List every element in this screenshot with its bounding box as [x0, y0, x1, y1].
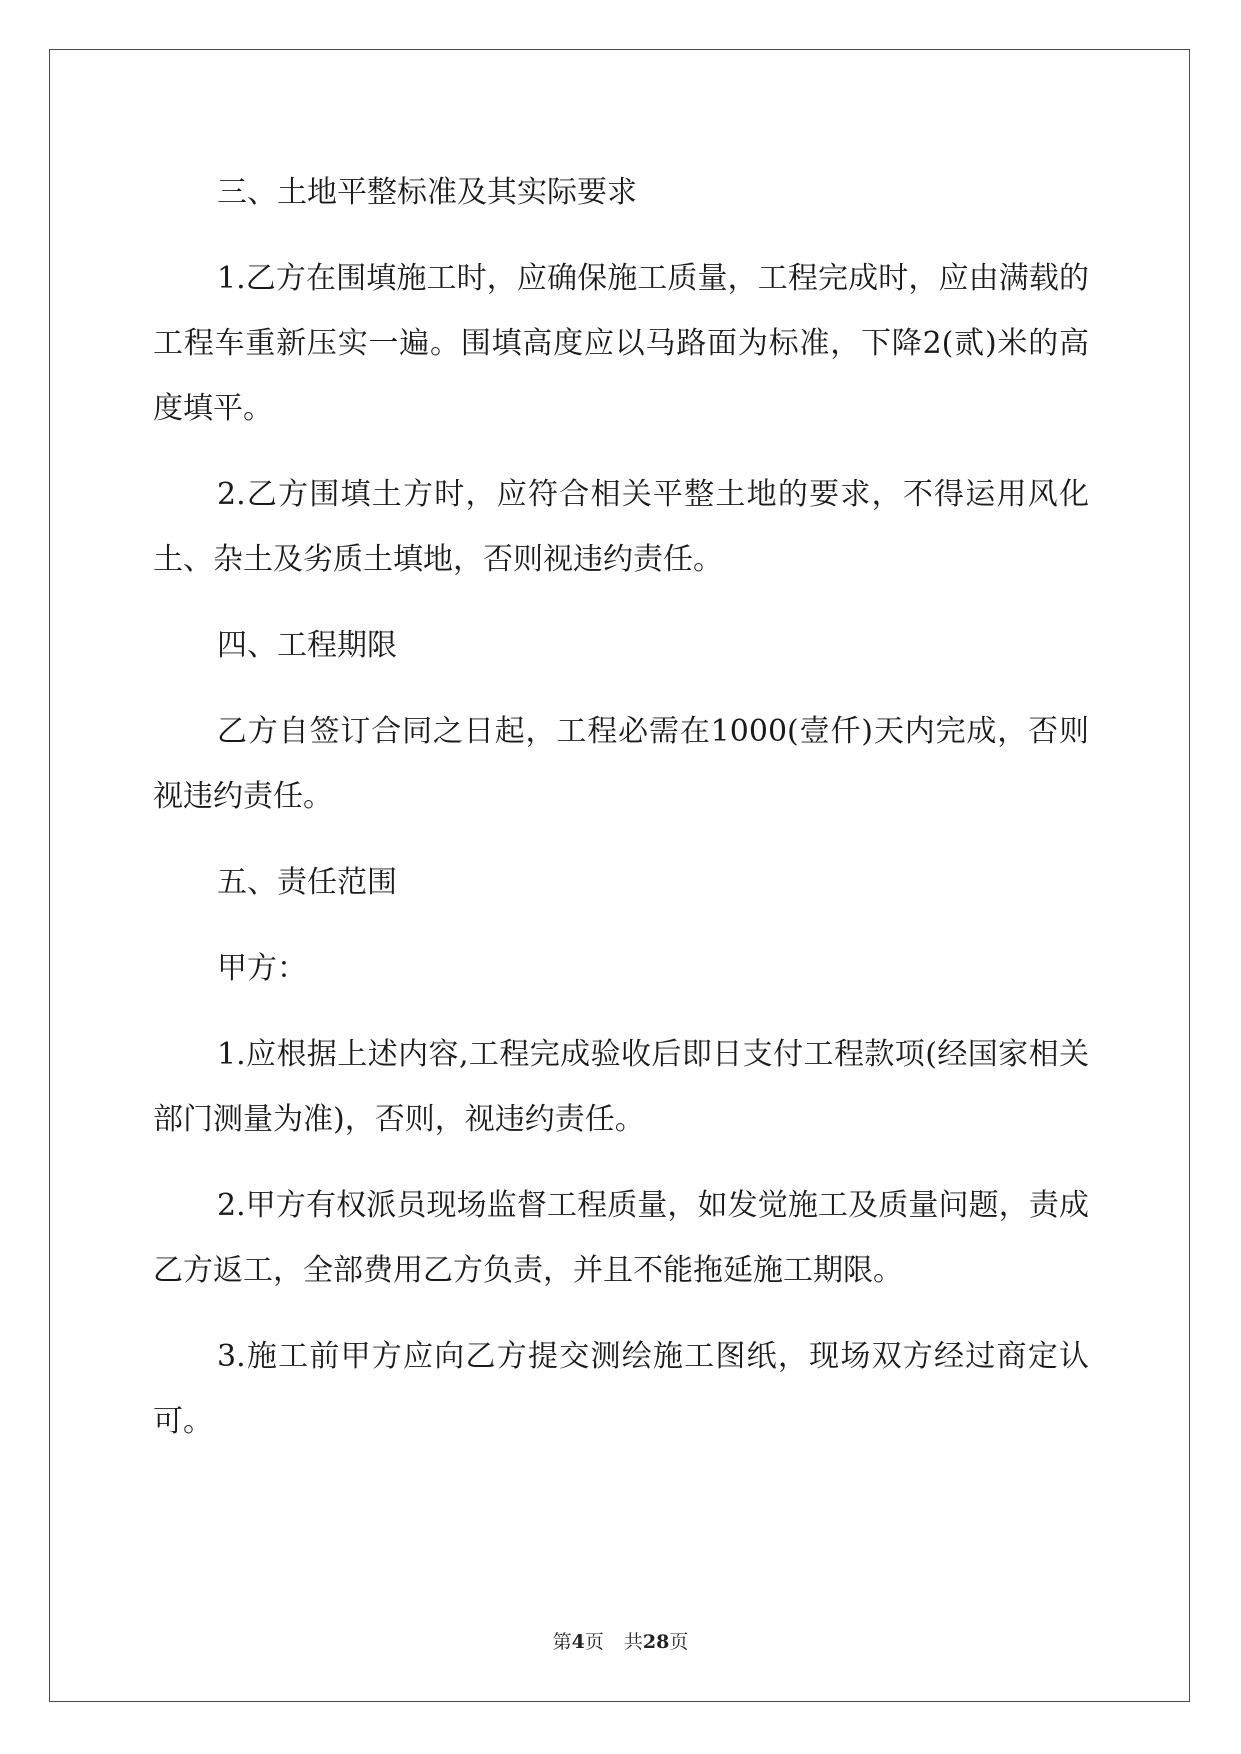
- paragraph: 2.甲方有权派员现场监督工程质量，如发觉施工及质量问题，责成乙方返工，全部费用乙方负责，并且不能拖延施工期限。: [153, 1188, 1089, 1288]
- section-heading: 五、责任范围: [217, 865, 397, 900]
- paragraph: 1.乙方在围填施工时，应确保施工质量，工程完成时，应由满载的工程车重新压实一遍。围填高度应以马路面为标准，下降2(贰)米的高度填平。: [153, 261, 1089, 426]
- paragraph: 1.应根据上述内容,工程完成验收后即日支付工程款项(经国家相关部门测量为准)，否则，视违约责任。: [153, 1037, 1089, 1137]
- current-page-number: 4: [571, 1631, 585, 1653]
- party-label: 甲方：: [217, 951, 307, 986]
- document-body: [153, 160, 1089, 1475]
- paragraph: 3.施工前甲方应向乙方提交测绘施工图纸，现场双方经过商定认可。: [153, 1339, 1089, 1439]
- paragraph: 乙方自签订合同之日起，工程必需在1000(壹仟)天内完成，否则视违约责任。: [153, 714, 1089, 814]
- total-page-number: 28: [642, 1631, 670, 1653]
- footer-page-suffix: 页: [584, 1631, 604, 1653]
- page-footer: [0, 1627, 1241, 1654]
- section-heading: 三、土地平整标准及其实际要求: [217, 175, 637, 210]
- footer-prefix: 第: [552, 1631, 572, 1653]
- section-heading: 四、工程期限: [217, 628, 397, 663]
- footer-total-prefix: 共: [623, 1631, 643, 1653]
- footer-total-suffix: 页: [669, 1631, 689, 1653]
- paragraph: 2.乙方围填土方时，应符合相关平整土地的要求，不得运用风化土、杂土及劣质土填地，否则视违约责任。: [153, 477, 1089, 577]
